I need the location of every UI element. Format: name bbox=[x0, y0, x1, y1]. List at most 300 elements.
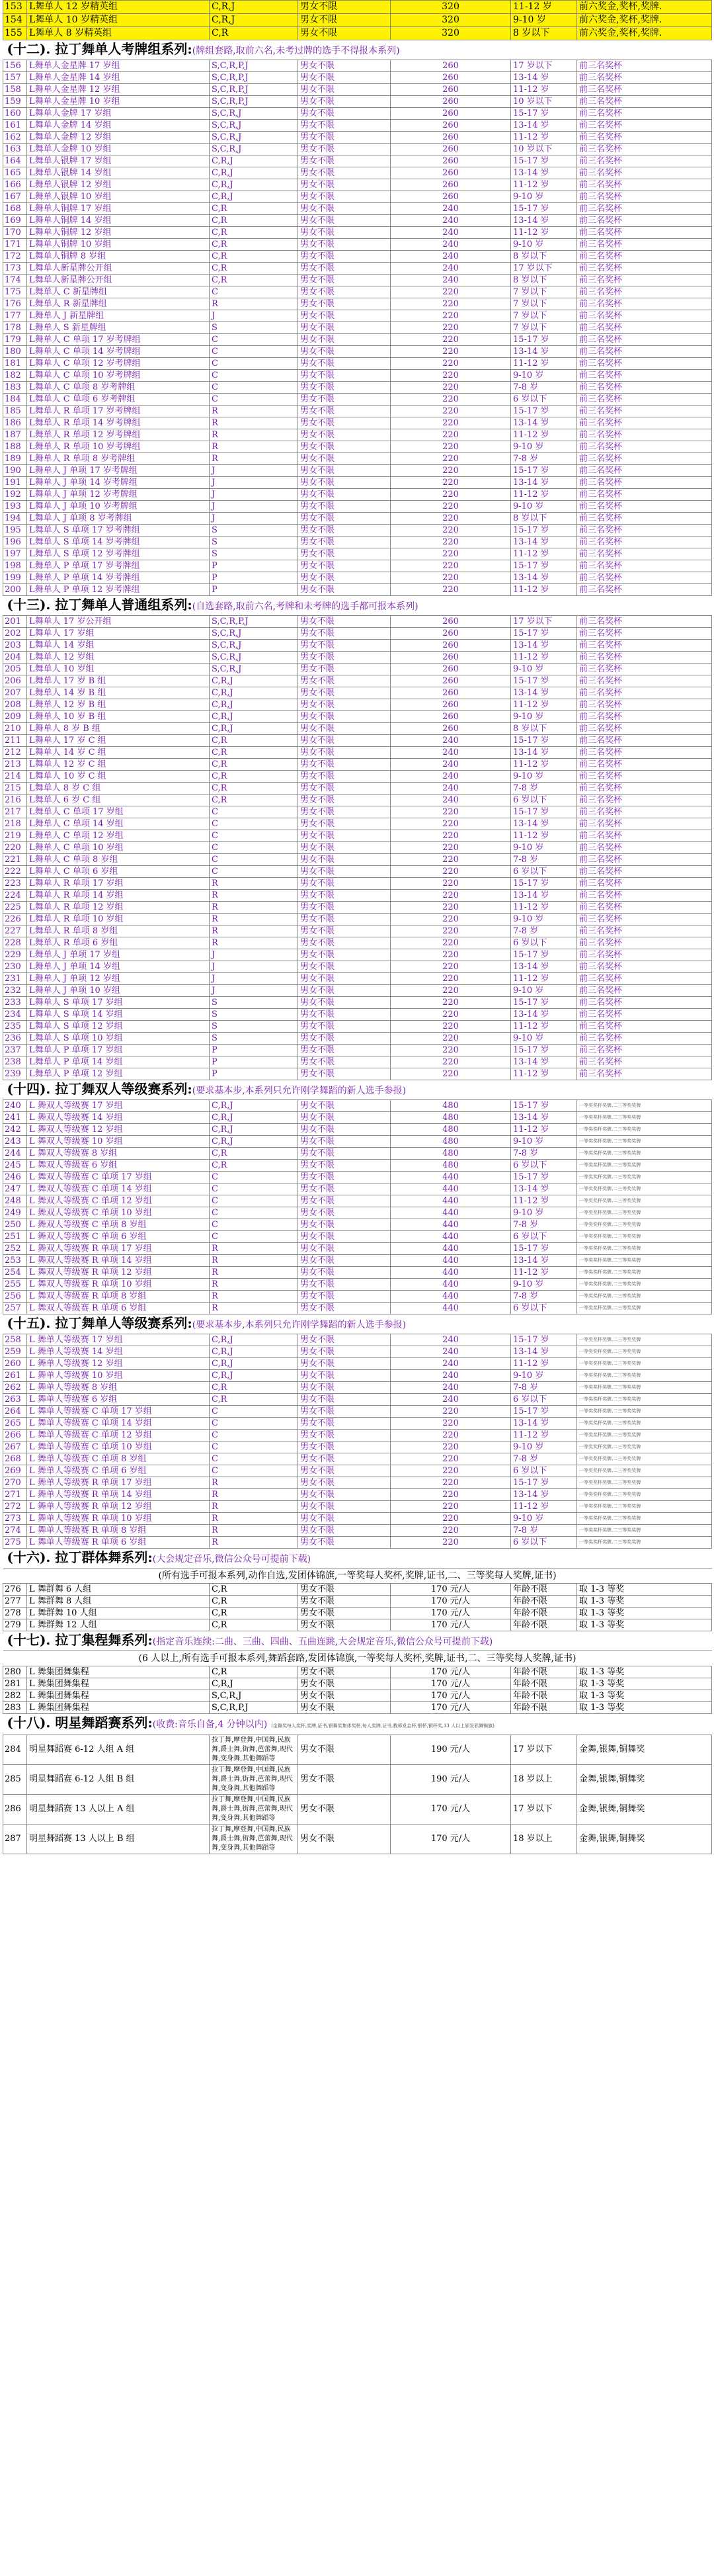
age-range: 6 岁以下 bbox=[511, 1160, 577, 1172]
entry-fee: 220 bbox=[391, 489, 511, 501]
event-name: L舞单人 C 单项 8 岁组 bbox=[27, 854, 210, 866]
dances: C bbox=[210, 286, 298, 298]
table-row bbox=[3, 985, 712, 997]
age-range: 11-12 岁 bbox=[511, 429, 577, 441]
event-name: L舞单人 C 单项 17 岁考牌组 bbox=[27, 334, 210, 346]
award: 前三名奖杯 bbox=[577, 120, 712, 132]
event-name: L舞单人 C 单项 8 岁考牌组 bbox=[27, 382, 210, 394]
gender: 男女不限 bbox=[298, 830, 391, 842]
table-row bbox=[3, 513, 712, 525]
gender: 男女不限 bbox=[298, 854, 391, 866]
dances: C bbox=[210, 394, 298, 406]
table-row bbox=[3, 60, 712, 72]
gender: 男女不限 bbox=[298, 1021, 391, 1033]
entry-fee: 170 元/人 bbox=[391, 1678, 511, 1690]
table-row bbox=[3, 1619, 712, 1631]
gender: 男女不限 bbox=[298, 1045, 391, 1056]
gender: 男女不限 bbox=[298, 1243, 391, 1255]
table-row bbox=[3, 1666, 712, 1678]
dances: S,C,R,J bbox=[210, 652, 298, 664]
award: 前三名奖杯 bbox=[577, 96, 712, 108]
award: 一等奖奖杯奖牌,二三等奖奖牌 bbox=[577, 1231, 712, 1243]
award: 一等奖奖杯奖牌,二三等奖奖牌 bbox=[577, 1346, 712, 1358]
table-row bbox=[3, 842, 712, 854]
event-name: L舞单人 R 单项 14 岁组 bbox=[27, 890, 210, 902]
age-range: 7 岁以下 bbox=[511, 286, 577, 298]
dances: C,R,J bbox=[210, 1100, 298, 1112]
event-number: 194 bbox=[3, 513, 27, 525]
dances: C,R bbox=[210, 227, 298, 239]
event-name: L舞单人 17 岁 C 组 bbox=[27, 735, 210, 747]
gender: 男女不限 bbox=[298, 1160, 391, 1172]
award: 一等奖奖杯奖牌,二三等奖奖牌 bbox=[577, 1537, 712, 1549]
age-range: 15-17 岁 bbox=[511, 997, 577, 1009]
award: 前三名奖杯 bbox=[577, 664, 712, 675]
entry-fee: 260 bbox=[391, 723, 511, 735]
section-header bbox=[3, 596, 712, 616]
event-number: 221 bbox=[3, 854, 27, 866]
award: 前三名奖杯 bbox=[577, 735, 712, 747]
age-range: 6 岁以下 bbox=[511, 1231, 577, 1243]
table-row bbox=[3, 866, 712, 878]
entry-fee: 480 bbox=[391, 1112, 511, 1124]
event-number: 275 bbox=[3, 1537, 27, 1549]
table-row bbox=[3, 1596, 712, 1608]
section-header bbox=[3, 1631, 712, 1651]
section-header bbox=[3, 1314, 712, 1334]
entry-fee: 240 bbox=[391, 747, 511, 759]
dances: C,R bbox=[210, 275, 298, 286]
age-range: 8 岁以下 bbox=[511, 251, 577, 263]
entry-fee: 240 bbox=[391, 251, 511, 263]
dances: S bbox=[210, 997, 298, 1009]
dances: R bbox=[210, 1537, 298, 1549]
table-row bbox=[3, 1148, 712, 1160]
section-title: (十五). 拉丁舞单人等级赛系列: bbox=[7, 1315, 192, 1331]
event-name: L舞单人铜牌 12 岁组 bbox=[27, 227, 210, 239]
entry-fee: 320 bbox=[391, 1, 511, 14]
gender: 男女不限 bbox=[298, 842, 391, 854]
entry-fee: 240 bbox=[391, 1394, 511, 1406]
event-name: L 舞双人等级赛 C 单项 6 岁组 bbox=[27, 1231, 210, 1243]
gender: 男女不限 bbox=[298, 120, 391, 132]
entry-fee: 220 bbox=[391, 866, 511, 878]
award: 前三名奖杯 bbox=[577, 1068, 712, 1080]
entry-fee: 480 bbox=[391, 1160, 511, 1172]
table-row bbox=[3, 1513, 712, 1525]
award: 前三名奖杯 bbox=[577, 144, 712, 155]
table-row bbox=[3, 937, 712, 949]
gender: 男女不限 bbox=[298, 1825, 391, 1854]
event-number: 257 bbox=[3, 1303, 27, 1314]
age-range: 11-12 岁 bbox=[511, 179, 577, 191]
age-range: 11-12 岁 bbox=[511, 1, 577, 14]
event-number: 262 bbox=[3, 1382, 27, 1394]
table-row bbox=[3, 203, 712, 215]
event-number: 198 bbox=[3, 560, 27, 572]
entry-fee: 220 bbox=[391, 346, 511, 358]
event-name: L舞单人 S 新星牌组 bbox=[27, 322, 210, 334]
event-number: 225 bbox=[3, 902, 27, 914]
table-row bbox=[3, 406, 712, 417]
entry-fee: 320 bbox=[391, 14, 511, 27]
age-range: 17 岁以下 bbox=[511, 1795, 577, 1825]
entry-fee: 220 bbox=[391, 1418, 511, 1430]
entry-fee: 220 bbox=[391, 1009, 511, 1021]
gender: 男女不限 bbox=[298, 203, 391, 215]
age-range: 17 岁以下 bbox=[511, 263, 577, 275]
event-name: L舞单人铜牌 17 岁组 bbox=[27, 203, 210, 215]
gender: 男女不限 bbox=[298, 334, 391, 346]
entry-fee: 440 bbox=[391, 1243, 511, 1255]
entry-fee: 220 bbox=[391, 878, 511, 890]
dances: C,R,J bbox=[210, 1124, 298, 1136]
table-row bbox=[3, 878, 712, 890]
event-name: L舞单人 J 单项 17 岁考牌组 bbox=[27, 465, 210, 477]
entry-fee: 220 bbox=[391, 477, 511, 489]
gender: 男女不限 bbox=[298, 914, 391, 925]
award: 一等奖奖杯奖牌,二三等奖奖牌 bbox=[577, 1370, 712, 1382]
entry-fee: 220 bbox=[391, 537, 511, 548]
event-name: L 舞单人等级赛 17 岁组 bbox=[27, 1334, 210, 1346]
age-range: 13-14 岁 bbox=[511, 1183, 577, 1195]
event-number: 220 bbox=[3, 842, 27, 854]
age-range: 13-14 岁 bbox=[511, 1255, 577, 1267]
event-number: 222 bbox=[3, 866, 27, 878]
dances: R bbox=[210, 1243, 298, 1255]
table-row bbox=[3, 628, 712, 640]
entry-fee: 260 bbox=[391, 167, 511, 179]
event-name: L 舞集团舞集程 bbox=[27, 1678, 210, 1690]
event-number: 240 bbox=[3, 1100, 27, 1112]
award: 前三名奖杯 bbox=[577, 878, 712, 890]
event-name: 明星舞蹈赛 6-12 人组 A 组 bbox=[27, 1735, 210, 1765]
award: 前三名奖杯 bbox=[577, 973, 712, 985]
dances: R bbox=[210, 406, 298, 417]
event-number: 232 bbox=[3, 985, 27, 997]
entry-fee: 480 bbox=[391, 1136, 511, 1148]
dances: C bbox=[210, 1195, 298, 1207]
dances: C,R,J bbox=[210, 1, 298, 14]
age-range: 7 岁以下 bbox=[511, 322, 577, 334]
event-number: 169 bbox=[3, 215, 27, 227]
award: 取 1-3 等奖 bbox=[577, 1702, 712, 1714]
award: 前三名奖杯 bbox=[577, 537, 712, 548]
entry-fee: 220 bbox=[391, 298, 511, 310]
table-row bbox=[3, 370, 712, 382]
event-name: L舞单人 S 单项 14 岁考牌组 bbox=[27, 537, 210, 548]
event-name: L舞单人新星牌公开组 bbox=[27, 263, 210, 275]
table-row bbox=[3, 179, 712, 191]
gender: 男女不限 bbox=[298, 1279, 391, 1291]
entry-fee: 260 bbox=[391, 616, 511, 628]
dances: R bbox=[210, 1501, 298, 1513]
entry-fee: 220 bbox=[391, 1021, 511, 1033]
age-range: 9-10 岁 bbox=[511, 501, 577, 513]
entry-fee: 240 bbox=[391, 1334, 511, 1346]
table-row bbox=[3, 1678, 712, 1690]
event-number: 245 bbox=[3, 1160, 27, 1172]
entry-fee: 260 bbox=[391, 120, 511, 132]
table-row bbox=[3, 1537, 712, 1549]
event-number: 195 bbox=[3, 525, 27, 537]
event-number: 260 bbox=[3, 1358, 27, 1370]
event-name: 明星舞蹈赛 13 人以上 A 组 bbox=[27, 1795, 210, 1825]
dances: R bbox=[210, 1279, 298, 1291]
table-row bbox=[3, 1207, 712, 1219]
gender: 男女不限 bbox=[298, 382, 391, 394]
event-name: L舞单人 P 单项 14 岁考牌组 bbox=[27, 572, 210, 584]
table-row bbox=[3, 1068, 712, 1080]
age-range: 7-8 岁 bbox=[511, 1525, 577, 1537]
event-name: L舞单人 J 单项 14 岁考牌组 bbox=[27, 477, 210, 489]
event-number: 209 bbox=[3, 711, 27, 723]
event-number: 187 bbox=[3, 429, 27, 441]
age-range: 11-12 岁 bbox=[511, 1195, 577, 1207]
award: 取 1-3 等奖 bbox=[577, 1608, 712, 1619]
gender: 男女不限 bbox=[298, 394, 391, 406]
table-row bbox=[3, 167, 712, 179]
award: 一等奖奖杯奖牌,二三等奖奖牌 bbox=[577, 1183, 712, 1195]
award: 前三名奖杯 bbox=[577, 747, 712, 759]
entry-fee: 220 bbox=[391, 453, 511, 465]
event-name: L舞单人 S 单项 14 岁组 bbox=[27, 1009, 210, 1021]
entry-fee: 240 bbox=[391, 215, 511, 227]
gender: 男女不限 bbox=[298, 1056, 391, 1068]
entry-fee: 170 元/人 bbox=[391, 1596, 511, 1608]
gender: 男女不限 bbox=[298, 1702, 391, 1714]
gender: 男女不限 bbox=[298, 1303, 391, 1314]
table-row bbox=[3, 1009, 712, 1021]
gender: 男女不限 bbox=[298, 1584, 391, 1596]
event-name: L 舞单人等级赛 8 岁组 bbox=[27, 1382, 210, 1394]
table-row bbox=[3, 215, 712, 227]
dances: C,R bbox=[210, 735, 298, 747]
dances: C,R bbox=[210, 1148, 298, 1160]
award: 前三名奖杯 bbox=[577, 675, 712, 687]
event-number: 269 bbox=[3, 1465, 27, 1477]
entry-fee: 220 bbox=[391, 441, 511, 453]
table-row bbox=[3, 382, 712, 394]
table-row bbox=[3, 96, 712, 108]
award: 前三名奖杯 bbox=[577, 890, 712, 902]
gender: 男女不限 bbox=[298, 1148, 391, 1160]
event-number: 174 bbox=[3, 275, 27, 286]
gender: 男女不限 bbox=[298, 72, 391, 84]
gender: 男女不限 bbox=[298, 628, 391, 640]
dances: C,R bbox=[210, 1382, 298, 1394]
entry-fee: 220 bbox=[391, 286, 511, 298]
event-number: 157 bbox=[3, 72, 27, 84]
table-row bbox=[3, 548, 712, 560]
event-name: L 舞双人等级赛 C 单项 12 岁组 bbox=[27, 1195, 210, 1207]
gender: 男女不限 bbox=[298, 902, 391, 914]
age-range: 15-17 岁 bbox=[511, 155, 577, 167]
age-range: 15-17 岁 bbox=[511, 465, 577, 477]
entry-fee: 220 bbox=[391, 525, 511, 537]
event-name: L舞单人 C 单项 10 岁组 bbox=[27, 842, 210, 854]
award: 前三名奖杯 bbox=[577, 783, 712, 794]
event-name: L舞单人 C 单项 14 岁考牌组 bbox=[27, 346, 210, 358]
dances: C,R,J bbox=[210, 1358, 298, 1370]
age-range: 9-10 岁 bbox=[511, 1370, 577, 1382]
event-name: L舞单人银牌 12 岁组 bbox=[27, 179, 210, 191]
award: 一等奖奖杯奖牌,二三等奖奖牌 bbox=[577, 1525, 712, 1537]
event-number: 286 bbox=[3, 1795, 27, 1825]
table-row bbox=[3, 1160, 712, 1172]
entry-fee: 170 元/人 bbox=[391, 1666, 511, 1678]
event-number: 233 bbox=[3, 997, 27, 1009]
event-number: 175 bbox=[3, 286, 27, 298]
dances: C,R bbox=[210, 215, 298, 227]
award: 前三名奖杯 bbox=[577, 687, 712, 699]
gender: 男女不限 bbox=[298, 1172, 391, 1183]
gender: 男女不限 bbox=[298, 1394, 391, 1406]
gender: 男女不限 bbox=[298, 358, 391, 370]
event-name: L舞单人 R 单项 6 岁组 bbox=[27, 937, 210, 949]
gender: 男女不限 bbox=[298, 771, 391, 783]
entry-fee: 440 bbox=[391, 1219, 511, 1231]
dances: C bbox=[210, 1465, 298, 1477]
gender: 男女不限 bbox=[298, 1009, 391, 1021]
age-range: 18 岁以上 bbox=[511, 1825, 577, 1854]
gender: 男女不限 bbox=[298, 477, 391, 489]
award: 前六奖金,奖杯,奖牌. bbox=[577, 1, 712, 14]
event-name: L 舞双人等级赛 14 岁组 bbox=[27, 1112, 210, 1124]
age-range: 13-14 岁 bbox=[511, 687, 577, 699]
entry-fee: 440 bbox=[391, 1207, 511, 1219]
table-row bbox=[3, 1441, 712, 1453]
table-row bbox=[3, 664, 712, 675]
age-range: 18 岁以上 bbox=[511, 1765, 577, 1795]
age-range: 15-17 岁 bbox=[511, 203, 577, 215]
event-name: L舞单人铜牌 10 岁组 bbox=[27, 239, 210, 251]
event-number: 170 bbox=[3, 227, 27, 239]
dances: C,R,J bbox=[210, 1136, 298, 1148]
event-number: 178 bbox=[3, 322, 27, 334]
entry-fee: 220 bbox=[391, 548, 511, 560]
table-row bbox=[3, 1267, 712, 1279]
event-number: 273 bbox=[3, 1513, 27, 1525]
award: 前三名奖杯 bbox=[577, 548, 712, 560]
table-row bbox=[3, 346, 712, 358]
gender: 男女不限 bbox=[298, 1358, 391, 1370]
award: 前三名奖杯 bbox=[577, 584, 712, 596]
entry-fee: 220 bbox=[391, 1465, 511, 1477]
gender: 男女不限 bbox=[298, 1068, 391, 1080]
table-row bbox=[3, 1825, 712, 1854]
gender: 男女不限 bbox=[298, 346, 391, 358]
event-number: 193 bbox=[3, 501, 27, 513]
award: 一等奖奖杯奖牌,二三等奖奖牌 bbox=[577, 1501, 712, 1513]
entry-fee: 440 bbox=[391, 1195, 511, 1207]
entry-fee: 220 bbox=[391, 334, 511, 346]
award: 前三名奖杯 bbox=[577, 465, 712, 477]
event-name: L舞单人 J 单项 10 岁考牌组 bbox=[27, 501, 210, 513]
age-range: 13-14 岁 bbox=[511, 1009, 577, 1021]
event-name: L 舞群舞 12 人组 bbox=[27, 1619, 210, 1631]
entry-fee: 220 bbox=[391, 973, 511, 985]
event-name: L舞单人 S 单项 12 岁组 bbox=[27, 1021, 210, 1033]
dances: R bbox=[210, 878, 298, 890]
award: 一等奖奖杯奖牌,二三等奖奖牌 bbox=[577, 1303, 712, 1314]
gender: 男女不限 bbox=[298, 1346, 391, 1358]
event-name: L舞单人 12 岁 C 组 bbox=[27, 759, 210, 771]
gender: 男女不限 bbox=[298, 251, 391, 263]
award: 前三名奖杯 bbox=[577, 711, 712, 723]
dances: S,C,R,P,J bbox=[210, 72, 298, 84]
award: 前三名奖杯 bbox=[577, 346, 712, 358]
gender: 男女不限 bbox=[298, 1219, 391, 1231]
event-name: L舞单人 C 单项 12 岁组 bbox=[27, 830, 210, 842]
gender: 男女不限 bbox=[298, 322, 391, 334]
dances: C,R bbox=[210, 203, 298, 215]
event-name: L舞单人 C 单项 6 岁考牌组 bbox=[27, 394, 210, 406]
table-row bbox=[3, 453, 712, 465]
award: 前三名奖杯 bbox=[577, 1045, 712, 1056]
award: 一等奖奖杯奖牌,二三等奖奖牌 bbox=[577, 1394, 712, 1406]
dances: C,R,J bbox=[210, 155, 298, 167]
event-name: L舞单人金星牌 17 岁组 bbox=[27, 60, 210, 72]
gender: 男女不限 bbox=[298, 997, 391, 1009]
award: 前三名奖杯 bbox=[577, 358, 712, 370]
event-name: L舞单人金牌 10 岁组 bbox=[27, 144, 210, 155]
table-row bbox=[3, 1056, 712, 1068]
entry-fee: 240 bbox=[391, 759, 511, 771]
table-row bbox=[3, 949, 712, 961]
dances: C,R,J bbox=[210, 167, 298, 179]
dances: J bbox=[210, 949, 298, 961]
award: 前三名奖杯 bbox=[577, 997, 712, 1009]
event-number: 219 bbox=[3, 830, 27, 842]
entry-fee: 480 bbox=[391, 1148, 511, 1160]
table-row bbox=[3, 1195, 712, 1207]
entry-fee: 240 bbox=[391, 239, 511, 251]
event-name: L舞单人 C 单项 12 岁考牌组 bbox=[27, 358, 210, 370]
event-number: 190 bbox=[3, 465, 27, 477]
section-note: (自选套路,取前六名,考牌和未考牌的选手都可报本系列) bbox=[192, 601, 418, 612]
dances: R bbox=[210, 429, 298, 441]
event-name: L舞单人铜牌 8 岁组 bbox=[27, 251, 210, 263]
gender: 男女不限 bbox=[298, 1334, 391, 1346]
age-range: 11-12 岁 bbox=[511, 652, 577, 664]
event-name: L舞单人 J 单项 14 岁组 bbox=[27, 961, 210, 973]
award: 一等奖奖杯奖牌,二三等奖奖牌 bbox=[577, 1219, 712, 1231]
event-number: 255 bbox=[3, 1279, 27, 1291]
award: 前三名奖杯 bbox=[577, 167, 712, 179]
gender: 男女不限 bbox=[298, 818, 391, 830]
award: 前三名奖杯 bbox=[577, 949, 712, 961]
entry-fee: 240 bbox=[391, 783, 511, 794]
event-name: L 舞单人等级赛 R 单项 17 岁组 bbox=[27, 1477, 210, 1489]
entry-fee: 320 bbox=[391, 27, 511, 40]
table-row bbox=[3, 489, 712, 501]
table-row bbox=[3, 747, 712, 759]
event-name: L 舞单人等级赛 14 岁组 bbox=[27, 1346, 210, 1358]
age-range: 13-14 岁 bbox=[511, 417, 577, 429]
dances: S,C,R,P,J bbox=[210, 96, 298, 108]
dances: S,C,R,J bbox=[210, 132, 298, 144]
age-range: 11-12 岁 bbox=[511, 830, 577, 842]
dances: C,R,J bbox=[210, 14, 298, 27]
age-range: 13-14 岁 bbox=[511, 537, 577, 548]
entry-fee: 220 bbox=[391, 1453, 511, 1465]
table-row bbox=[3, 1489, 712, 1501]
event-name: L舞单人 14 岁 C 组 bbox=[27, 747, 210, 759]
table-row bbox=[3, 358, 712, 370]
entry-fee: 220 bbox=[391, 465, 511, 477]
entry-fee: 220 bbox=[391, 1430, 511, 1441]
